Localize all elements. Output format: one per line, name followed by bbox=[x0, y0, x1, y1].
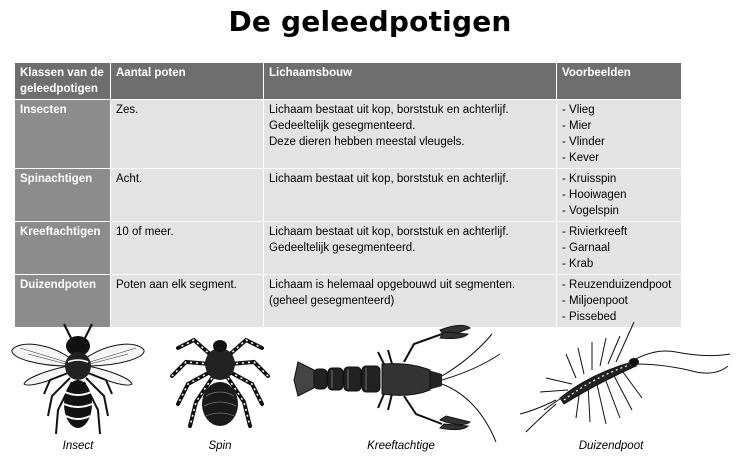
col-header-klasse: Klassen van de geleedpotigen bbox=[15, 63, 111, 100]
body-line: Gedeeltelijk gesegmenteerd. bbox=[269, 120, 416, 132]
body-line: (geheel gesegmenteerd) bbox=[269, 295, 395, 307]
table-row-kreeftachtigen bbox=[15, 222, 682, 275]
example-item: - Garnaal bbox=[562, 242, 610, 254]
caption-duizendpoot: Duizendpoot bbox=[578, 440, 644, 452]
row-class-cell: Insecten bbox=[15, 100, 111, 169]
example-item: - Reuzenduizendpoot bbox=[562, 279, 672, 291]
table-row-insecten bbox=[15, 100, 682, 169]
crayfish-icon bbox=[292, 318, 504, 448]
caption-insect: Insect bbox=[62, 440, 94, 452]
row-class-cell: Kreeftachtigen bbox=[15, 222, 111, 275]
spider-icon bbox=[168, 318, 272, 440]
example-item: - Kruisspin bbox=[562, 173, 617, 185]
example-item: - Mier bbox=[562, 120, 592, 132]
row-class-cell: Duizendpoten bbox=[15, 275, 111, 328]
caption-kreeftachtige: Kreeftachtige bbox=[367, 440, 435, 452]
example-item: - Rivierkreeft bbox=[562, 226, 628, 238]
example-item: - Vlieg bbox=[562, 104, 595, 116]
legs-cell: Acht. bbox=[111, 169, 264, 222]
body-line: Lichaam bestaat uit kop, borststuk en achterlijf. bbox=[269, 173, 509, 185]
col-header-poten: Aantal poten bbox=[111, 63, 264, 100]
arthropod-table bbox=[14, 62, 682, 328]
legs-cell: 10 of meer. bbox=[111, 222, 264, 275]
row-class-cell: Spinachtigen bbox=[15, 169, 111, 222]
examples-cell bbox=[557, 169, 682, 222]
legs-cell: Zes. bbox=[111, 100, 264, 169]
body-line: Lichaam bestaat uit kop, borststuk en achterlijf. bbox=[269, 226, 509, 238]
example-item: - Vlinder bbox=[562, 136, 605, 148]
body-cell bbox=[264, 100, 557, 169]
body-line: Gedeeltelijk gesegmenteerd. bbox=[269, 242, 416, 254]
body-cell bbox=[264, 169, 557, 222]
examples-cell bbox=[557, 222, 682, 275]
example-item: - Vogelspin bbox=[562, 205, 619, 217]
legs-cell: Poten aan elk segment. bbox=[111, 275, 264, 328]
body-line: Lichaam is helemaal opgebouwd uit segmenten. bbox=[269, 279, 516, 291]
col-header-bouw: Lichaamsbouw bbox=[264, 63, 557, 100]
body-line: Lichaam bestaat uit kop, borststuk en achterlijf. bbox=[269, 104, 509, 116]
centipede-icon bbox=[516, 318, 732, 442]
example-item: - Hooiwagen bbox=[562, 189, 627, 201]
page-title: De geleedpotigen bbox=[228, 5, 512, 38]
body-cell bbox=[264, 222, 557, 275]
table-header-row bbox=[15, 63, 682, 100]
example-item: - Kever bbox=[562, 152, 600, 164]
example-item: - Miljoenpoot bbox=[562, 295, 628, 307]
col-header-voorbeelden: Voorbeelden bbox=[557, 63, 682, 100]
body-line: Deze dieren hebben meestal vleugels. bbox=[269, 136, 465, 148]
example-item: - Pissebed bbox=[562, 311, 617, 323]
examples-cell bbox=[557, 100, 682, 169]
insect-icon bbox=[8, 318, 148, 440]
caption-spin: Spin bbox=[208, 440, 232, 452]
table-row-spinachtigen bbox=[15, 169, 682, 222]
example-item: - Krab bbox=[562, 258, 594, 270]
